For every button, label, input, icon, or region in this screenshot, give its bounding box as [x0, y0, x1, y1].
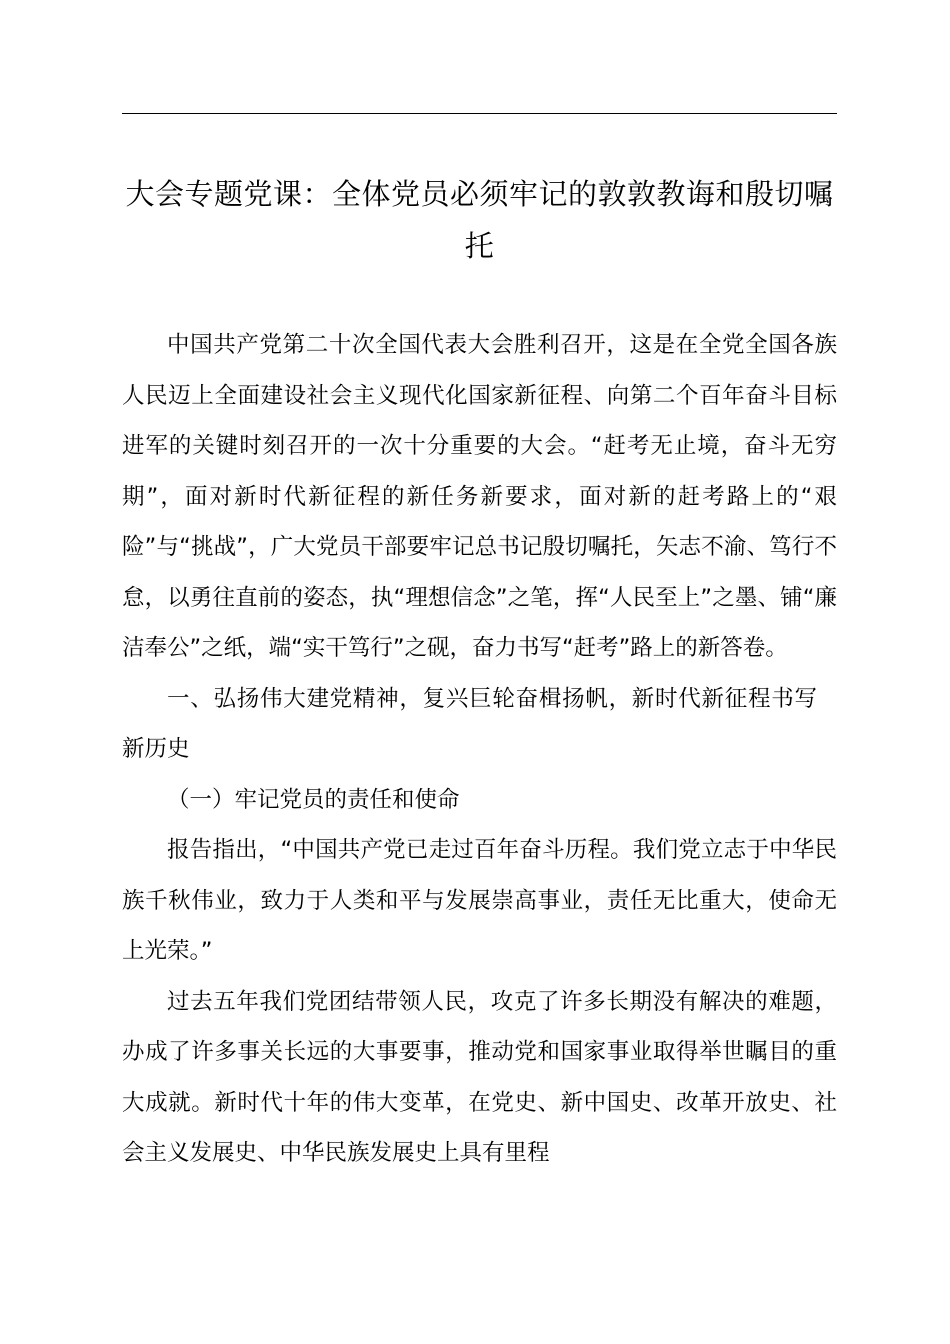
paragraph-past-five-years: 过去五年我们党团结带领人民，攻克了许多长期没有解决的难题，办成了许多事关长远的大事要事，推动党和国家事业取得举世瞩目的重大成就。新时代十年的伟大变革，在党史、新中国史、改革开放史、社会主义发展史、中华民族发展史上具有里程	[122, 988, 837, 1166]
paragraph-intro: 中国共产党第二十次全国代表大会胜利召开，这是在全党全国各族人民迈上全面建设社会主义现代化国家新征程、向第二个百年奋斗目标进军的关键时刻召开的一次十分重要的大会。“赶考无止境，奋斗无穷期”，面对新时代新征程的新任务新要求，面对新的赶考路上的“艰险”与“挑战”，广大党员干部要牢记总书记殷切嘱托，矢志不渝、笃行不怠，以勇往直前的姿态，执“理想信念”之笔，挥“人民至上”之墨、铺“廉洁奉公”之纸，端“实干笃行”之砚，奋力书写“赶考”路上的新答卷。	[122, 332, 837, 661]
subsection-heading: （一）牢记党员的责任和使命	[167, 786, 460, 813]
section-heading: 一、弘扬伟大建党精神，复兴巨轮奋楫扬帆，新时代新征程书写新历史	[122, 685, 817, 762]
document-body	[122, 320, 837, 1179]
document-title: 大会专题党课：全体党员必须牢记的敦敦教诲和殷切嘱托	[125, 177, 834, 263]
paragraph-report-quote: 报告指出，“中国共产党已走过百年奋斗历程。我们党立志于中华民族千秋伟业，致力于人类和平与发展崇高事业，责任无比重大，使命无上光荣。”	[122, 837, 837, 964]
top-rule-divider	[122, 113, 837, 114]
